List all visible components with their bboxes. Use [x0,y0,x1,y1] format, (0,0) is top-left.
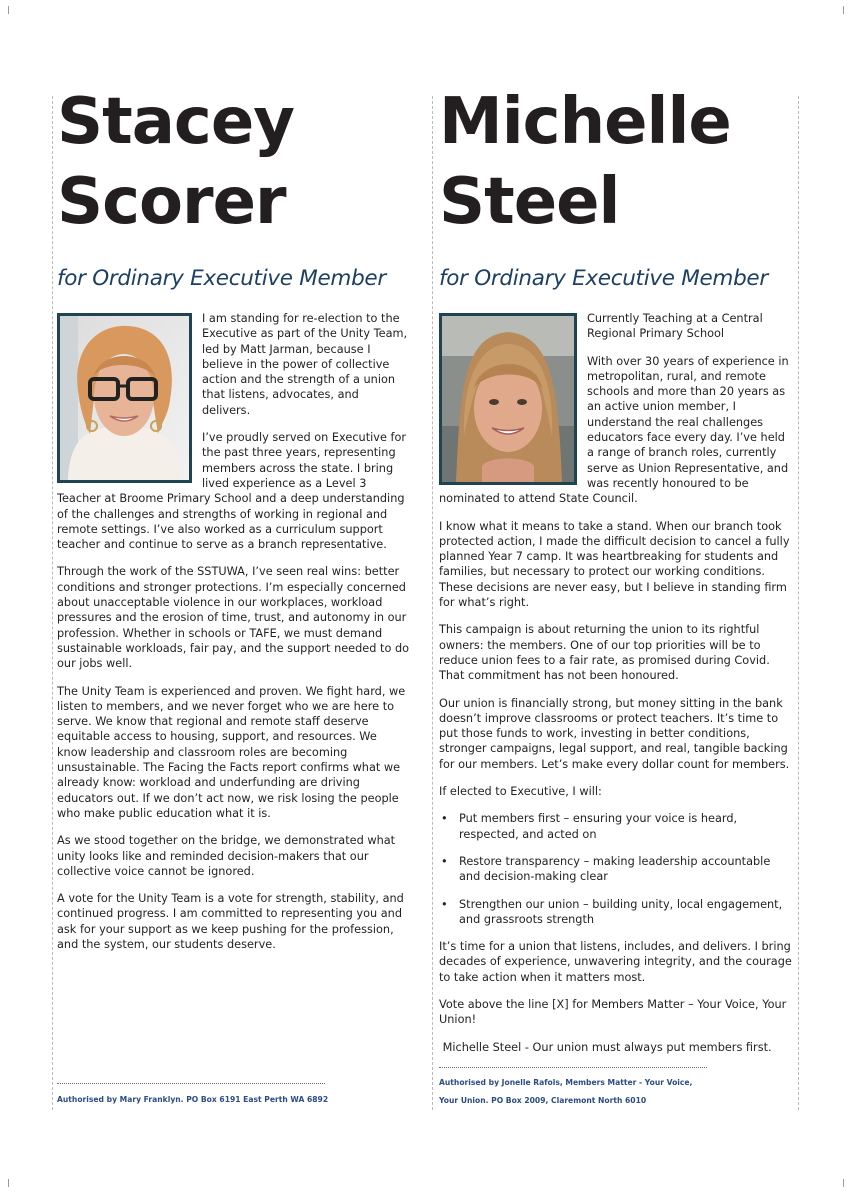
promise-list [439,811,792,927]
candidate-role: for Ordinary Executive Member [439,266,768,291]
authorisation-right [439,1074,692,1110]
candidate-stacey-scorer [57,82,410,964]
bio-paragraph-5: As we stood together on the bridge, we demonstrated what unity looks like and reminded decision-makers that our collective voice cannot be ignored. [57,834,396,878]
promise-item-2: • Restore transparency – making leadership accountable and decision-making clear [439,854,792,885]
candidate-name [439,82,792,242]
closing-paragraph-3: Michelle Steel - Our union must always put members first. [439,1040,772,1054]
candidate-name-line2: Steel [439,165,620,239]
candidate-name [57,82,410,242]
bio-paragraph-2: I’ve proudly served on Executive for the past three years, representing members across the state. I bring lived experience as a Level 3 Teacher at Broome Primary School and a deep understanding of the challenges and strengths of working in regional and remote settings. I’ve also worked as a curriculum support teacher and continue to serve as a branch representative. [57,431,407,552]
authorisation-left: Authorised by Mary Franklyn. PO Box 6191 East Perth WA 6892 [57,1095,329,1104]
authorisation-rule-left [57,1083,325,1084]
bio-paragraph-2: With over 30 years of experience in metropolitan, rural, and remote schools and more than 20 years as an active union member, I understand the real challenges educators face every day. I’ve held a range of branch roles, currently serve as Union Representative, and was recently honoured to be nominated to attend State Council. [439,354,789,506]
bio-paragraph-6: A vote for the Unity Team is a vote for strength, stability, and continued progress. I am committed to representing you and ask for your support as we keep pushing for the profession, and the system, our students deserve. [57,892,404,951]
bio-paragraph-5: Our union is financially strong, but money sitting in the bank doesn’t improve classrooms or protect teachers. It’s time to put those funds to work, investing in better conditions, stronger campaigns, legal support, and real, tangible backing for our members. Let’s make every dollar count for members. [439,696,790,771]
column-divider-middle [432,96,433,1110]
candidate-photo [439,313,577,485]
closing-paragraph-2: Vote above the line [X] for Members Matter – Your Voice, Your Union! [439,997,787,1027]
portrait-stacey [60,316,189,480]
bio-paragraph-1: Currently Teaching at a Central Regional Primary School [587,312,763,341]
closing-paragraph-1: It’s time for a union that listens, includes, and delivers. I bring decades of experience, unwavering integrity, and the courage to take action when it matters most. [439,940,792,984]
portrait-michelle [442,316,574,482]
bio-paragraph-6: If elected to Executive, I will: [439,785,602,799]
promise-item-3: • Strengthen our union – building unity, local engagement, and grassroots strength [439,897,792,928]
candidate-name-line1: Stacey [57,85,294,159]
authorisation-rule-right [439,1067,707,1068]
candidate-role: for Ordinary Executive Member [57,266,386,291]
bio-paragraph-1: I am standing for re-election to the Executive as part of the Unity Team, led by Matt Jarman, because I believe in the power of collective action and the strength of a union that listens, advocates, and delivers. [202,312,408,417]
candidate-photo [57,313,192,483]
candidate-name-line2: Scorer [57,165,286,239]
authorisation-right-line2: Your Union. PO Box 2009, Claremont North 6010 [439,1096,647,1105]
column-divider-right [798,96,799,1110]
candidate-name-line1: Michelle [439,85,731,159]
bio-paragraph-4: This campaign is about returning the union to its rightful owners: the members. One of our top priorities will be to reduce union fees to a fair rate, as promised during Covid. That commitment has not been honoured. [439,623,770,683]
promise-item-1: • Put members first – ensuring your voice is heard, respected, and acted on [439,811,792,842]
bio-paragraph-3: I know what it means to take a stand. When our branch took protected action, I made the difficult decision to cancel a fully planned Year 7 camp. It was heartbreaking for students and families, but necessary to protect our working conditions. These decisions are never easy, but I believe in standing firm for what’s right. [439,519,790,610]
candidate-michelle-steel [439,82,792,1067]
column-divider-left [52,96,53,1110]
bio-paragraph-4: The Unity Team is experienced and proven. We fight hard, we listen to members, and we never forget who we are here to serve. We know that regional and remote staff deserve equitable access to housing, support, and resources. We know leadership and classroom roles are becoming unsustainable. The Facing the Facts report confirms what we already know: workload and underfunding are driving educators out. If we don’t act now, we risk losing the people who make public education what it is. [57,684,406,820]
authorisation-right-line1: Authorised by Jonelle Rafols, Members Matter - Your Voice, [439,1078,693,1087]
bio-paragraph-3: Through the work of the SSTUWA, I’ve seen real wins: better conditions and stronger protections. I’m especially concerned about unacceptable violence in our workplaces, workload pressures and the erosion of time, trust, and autonomy in our profession. Whether in schools or TAFE, we must demand sustainable workloads, fair pay, and the support needed to do our jobs well. [57,565,410,671]
